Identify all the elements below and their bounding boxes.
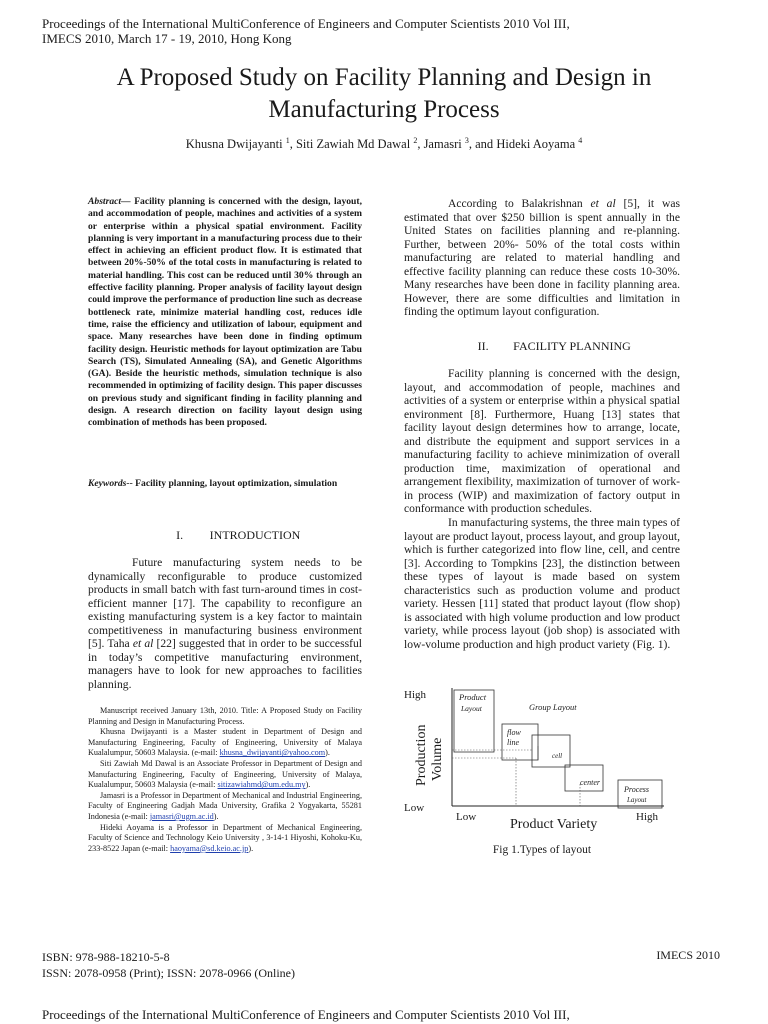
keywords-label: Keywords-- [88,478,133,489]
author-affiliation-mark: 2 [413,136,418,145]
x-axis-high-label: High [636,811,658,823]
figure-caption: Fig 1.Types of layout [492,844,592,856]
author-name: Hideki Aoyama [496,137,576,152]
citation-etal: et al [132,637,154,650]
footnotes [88,706,362,854]
footnote-text: ). [325,748,330,758]
author-affiliation-mark: 3 [464,136,469,145]
figure-layout-types [404,686,680,834]
section-title: INTRODUCTION [209,528,301,542]
y-axis-label-line2: Volume [430,737,445,781]
next-page-header: Proceedings of the International MultiConference of Engineers and Computer Scientists 2010 Vol III, [42,1007,570,1022]
abstract-label: Abstract— [88,196,131,207]
group-layout-label: Group Layout [529,702,577,712]
paragraph-balakrishnan [404,197,680,319]
author-affiliation-mark: 1 [285,136,290,145]
footer-isbn: ISBN: 978-988-18210-5-8 [42,950,170,964]
paragraph-text: [22] suggested that in order to be successful in today’s competitive manufacturing environment, managers have to look for new approaches to facilities planning. [88,637,362,691]
author-separator: , [289,137,296,152]
paragraph-text: Future manufacturing system needs to be dynamically reconfigurable to produce customized products in small batch with fast turn-around times in cost-efficient manner [17]. The capability to reconfigure an existing manufacturing system is a key factor to maintain competitiveness in manufacturing business environment [5]. Taha [88,556,363,650]
paragraph-facility-planning: Facility planning is concerned with the design, layout, and accommodation of people, machines and activities of a system or enterprise within a physical spatial environment [8]. Furthermore, Huang [13] states that facility layout design determines how to arrange, locate, and distribute the equipment and support services in a manufacturing facility to achieve minimization of overall production time, maximization of operational and arrangement flexibility, maximization of turnover of work-in process (WIP) and maximization of factory output in conformance with production schedules. [404,367,680,515]
section-number: I. [176,528,184,542]
author-list [60,136,708,152]
email-link[interactable]: haoyama@sd.keio.ac.jp [170,843,249,853]
footnote-manuscript: Manuscript received January 13th, 2010. Title: A Proposed Study on Facility Planning and Design in Manufacturing Process. [88,706,362,726]
process-layout-label-line2: Layout [627,796,647,804]
footnote-author-4 [88,823,362,855]
footnote-author-2 [88,759,362,791]
footnote-text: Hideki Aoyama is a Professor in Department of Mechanical Engineering, Faculty of Science and Technology Keio University , 3-14-1 Hiyoshi, Kohoku-Ku, 233-8522 Japan (e-mail: [88,822,362,853]
footnote-text: ). [213,811,219,821]
paragraph-layout-types: In manufacturing systems, the three main types of layout are product layout, process layout, and group layout, which is further categorized into flow line, cell, and centre [3]. According to Tompkins [23], the distinction between these types of layout is made based on system characteristics such as production volume and product variety. Hessen [11] stated that product layout (flow shop) is associated with high volume production and low product variety, while process layout (job shop) is associated with low-volume production and high product variety (Fig. 1). [404,516,680,651]
email-link[interactable]: khusna_dwijayanti@yahoo.com [219,748,326,758]
author-name: Siti Zawiah Md Dawal [295,137,411,152]
footnote-text: Jamasri is a Professor in Department of Mechanical and Industrial Engineering, Faculty of Engineering Gadjah Mada University, Grafika 2 Yogyakarta, 55281 Indonesia (e-mail: [88,790,362,821]
y-axis-high-label: High [404,689,426,701]
author-separator: , and [468,137,497,152]
email-link[interactable]: jamasri@ugm.ac.id [149,811,214,821]
footer-issn: ISSN: 2078-0958 (Print); ISSN: 2078-0966 (Online) [42,966,295,980]
section-heading-facility-planning [404,339,680,354]
footnote-text: ). [305,780,311,790]
intro-paragraph [88,556,362,691]
footnote-text: ). [248,843,254,853]
author-name: Jamasri [423,137,462,152]
cell-label: cell [552,752,563,760]
running-header-line2: IMECS 2010, March 17 - 19, 2010, Hong Kong [42,31,292,46]
keywords-text: Facility planning, layout optimization, simulation [132,478,338,489]
author-separator: , [417,137,424,152]
abstract-text: Facility planning is concerned with the design, layout, and accommodation of people, machines and activities of a system or enterprise within a physical spatial environment. Facility planning is very important in a manufacturing process due to their effect in achieving an efficient product flow. It is estimated that between 20%-50% of the total costs in manufacturing is related to material handling. This cost can be reduced until 30% through an effective facility planning. Proper analysis of facility layout design could improve the performance of production line such as decrease bottleneck rate, minimize material handling cost, reduces idle time, raise the efficiency and utilization of labour, equipment and space. Many researches have been done in finding optimum facility design. Heuristic methods for layout optimization are Tabu Search (TS), Simulated Annealing (SA), and Genetic Algorithms (GA). Beside the heuristic methods, simulation technique is also recommended in optimizing of facility design. This paper discusses on previous study and significant finding in facility planning and design. A research direction on facility layout design using combination of methods has been proposed. [88,196,362,429]
author-name: Khusna Dwijayanti [185,137,283,152]
abstract [88,196,362,430]
x-axis-low-label: Low [456,811,477,823]
y-axis-low-label: Low [404,802,425,814]
footnote-text: Siti Zawiah Md Dawal is an Associate Professor in Department of Design and Manufacturing Engineering, Faculty of Engineering, University of Malaya, Kualalumpur, 50603 Malaysia (e-mail: [88,758,362,790]
section-heading-introduction [88,528,362,543]
flow-line-label-line2: line [507,738,519,747]
citation-etal: et al [590,197,616,210]
center-label: center [580,778,600,787]
product-layout-label-line2: Layout [461,704,482,713]
y-axis-label-line1: Production [414,724,429,786]
process-layout-label-line1: Process [624,785,650,794]
paragraph-text: [5], it was estimated that over $250 billion is spent annually in the United States on facilities planning and re-planning. Further, between 20%- 50% of the total costs within manufacturing are related to material handling and effective facility planning can reduce these costs 10-30%. Many researches have been done in facility planning area. However, there are some difficulties and limitation in finding the optimum layout configuration. [404,197,680,318]
flow-line-label-line1: flow [507,728,521,737]
product-layout-label-line1: Product [459,692,487,702]
author-affiliation-mark: 4 [578,136,583,145]
paragraph-text: According to Balakrishnan [448,197,591,210]
footnote-author-3 [88,791,362,823]
footnote-author-1 [88,727,362,759]
footer-conference: IMECS 2010 [656,948,720,962]
paper-title: A Proposed Study on Facility Planning and Design in Manufacturing Process [116,64,652,123]
keywords [88,478,362,490]
footnote-text: Khusna Dwijayanti is a Master student in Department of Design and Manufacturing Engineering, Faculty of Engineering, University of Malaya Kualalumpur, 50603 Malaysia. (e-mail: [88,727,362,758]
x-axis-label: Product Variety [510,817,598,832]
section-title: FACILITY PLANNING [513,339,631,353]
section-number: II. [477,339,489,353]
running-header-line1: Proceedings of the International MultiConference of Engineers and Computer Scientists 2010 Vol III, [42,16,570,31]
email-link[interactable]: sitizawiahmd@um.edu.my [217,780,306,790]
